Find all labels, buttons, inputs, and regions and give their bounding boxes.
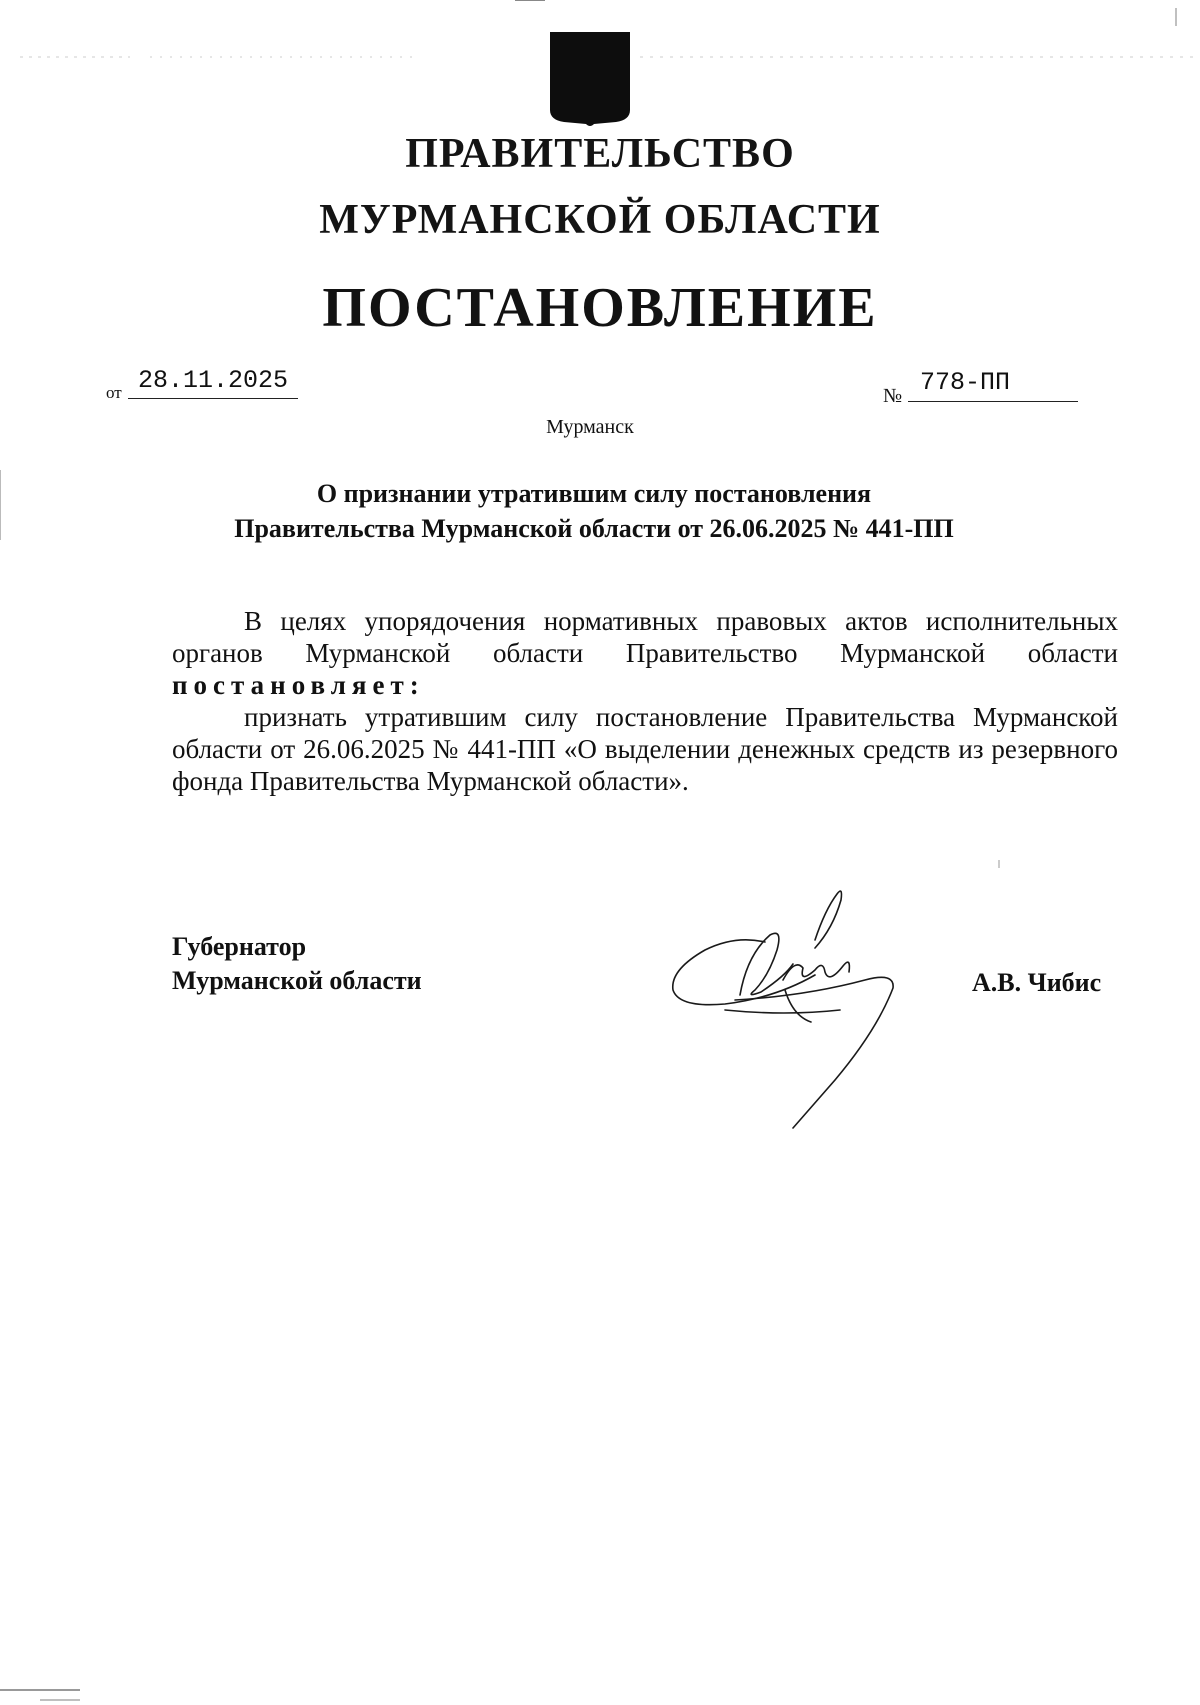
body-para1-line1: В целях упорядочения нормативных правовых актов исполнительных xyxy=(244,606,1118,636)
number-label: № xyxy=(883,385,903,407)
decree-word: постановляет: xyxy=(172,670,425,700)
body-para1-line2: органов Мурманской области Правительство Мурманской области xyxy=(172,638,1118,668)
document-title xyxy=(0,476,1188,546)
title-line2: Правительства Мурманской области от 26.06.2025 № 441-ПП xyxy=(234,514,954,543)
title-line1: О признании утратившим силу постановления xyxy=(316,479,872,508)
handwritten-signature xyxy=(665,880,925,1130)
authority-name-line2: МУРМАНСКОЙ ОБЛАСТИ xyxy=(319,197,881,243)
document-type: ПОСТАНОВЛЕНИЕ xyxy=(322,277,878,339)
signatory-position xyxy=(172,930,422,998)
authority-name-line1: ПРАВИТЕЛЬСТВО xyxy=(405,131,795,177)
coat-of-arms-emblem xyxy=(550,32,630,128)
position-line2: Мурманской области xyxy=(172,966,422,995)
date-label: от xyxy=(106,383,122,402)
document-body xyxy=(172,605,1118,797)
city: Мурманск xyxy=(546,416,634,438)
signatory-name: А.В. Чибис xyxy=(972,968,1102,997)
document-number: 778-ПП xyxy=(908,368,1078,402)
body-para2: признать утратившим силу постановление Правительства Мурманской области от 26.06.2025 № 441-ПП «О выделении денежных средств из резервного фонда Правительства Мурманской области». xyxy=(172,702,1118,796)
position-line1: Губернатор xyxy=(172,932,307,961)
document-date: 28.11.2025 xyxy=(128,366,298,399)
